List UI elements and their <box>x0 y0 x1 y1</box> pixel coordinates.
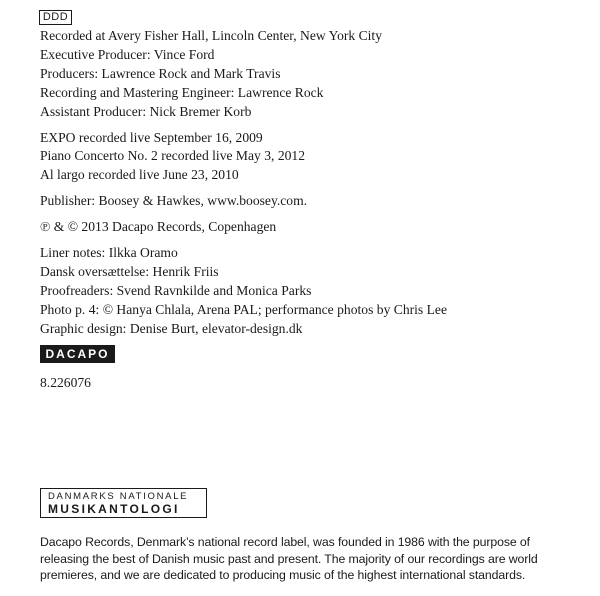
note-line: Liner notes: Ilkka Oramo <box>40 245 178 261</box>
anthology-logo-line2: MUSIKANTOLOGI <box>48 502 180 516</box>
credit-line: Recorded at Avery Fisher Hall, Lincoln Center, New York City <box>40 28 383 43</box>
production-notes <box>40 244 580 339</box>
date-line: EXPO recorded live September 16, 2009 <box>40 129 263 145</box>
dacapo-logo: DACAPO <box>40 345 115 363</box>
catalog-number: 8.226076 <box>40 375 91 390</box>
note-line: Proofreaders: Svend Ravnkilde and Monica Parks <box>40 282 312 298</box>
credit-line: Recording and Mastering Engineer: Lawrence Rock <box>40 84 324 100</box>
about-line: releasing the best of Danish music past and present. The majority of our recordings are world <box>40 551 538 566</box>
note-line: Dansk oversættelse: Henrik Friis <box>40 263 219 279</box>
anthology-logo-line1: DANMARKS NATIONALE <box>48 491 189 502</box>
date-line: Al largo recorded live June 23, 2010 <box>40 167 239 183</box>
ddd-badge: DDD <box>39 10 72 25</box>
danmarks-nationale-musikantologi-logo <box>40 488 207 518</box>
credit-line: Producers: Lawrence Rock and Mark Travis <box>40 65 281 81</box>
about-line: Dacapo Records, Denmark’s national record label, was founded in 1986 with the purpose of <box>40 535 530 549</box>
date-line: Piano Concerto No. 2 recorded live May 3, 2012 <box>40 148 306 164</box>
credit-line: Executive Producer: Vince Ford <box>40 46 215 62</box>
about-dacapo-paragraph <box>40 534 560 584</box>
publisher-line: Publisher: Boosey & Hawkes, www.boosey.com. <box>40 193 308 209</box>
about-line: premieres, and we are dedicated to producing music of the highest international standards. <box>40 568 526 582</box>
credit-line: Assistant Producer: Nick Bremer Korb <box>40 103 252 119</box>
recording-credits <box>40 27 580 122</box>
note-line: Graphic design: Denise Burt, elevator-design.dk <box>40 320 303 336</box>
note-line: Photo p. 4: © Hanya Chlala, Arena PAL; performance photos by Chris Lee <box>40 301 447 317</box>
copyright-line: ℗ & © 2013 Dacapo Records, Copenhagen <box>40 219 277 235</box>
recording-dates <box>40 129 580 186</box>
credits-block <box>40 27 580 339</box>
